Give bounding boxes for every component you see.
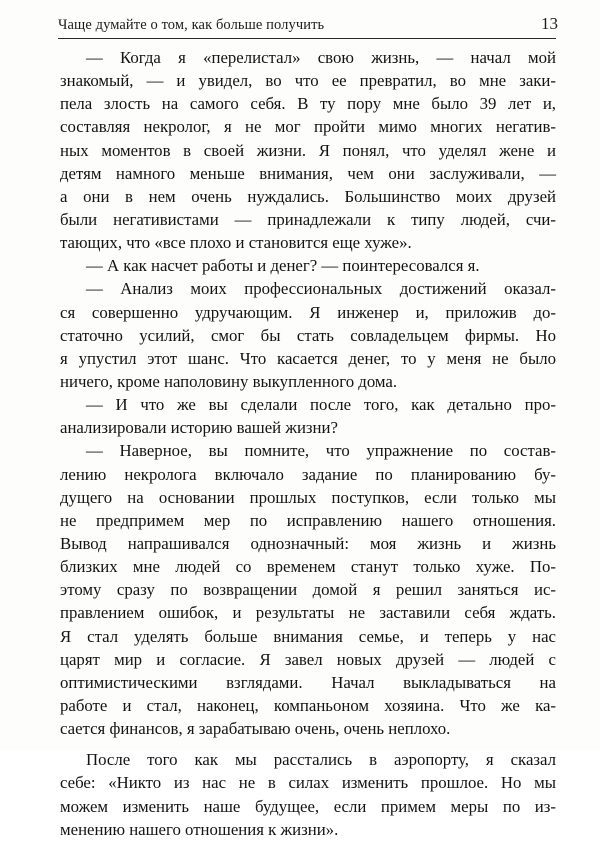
text-line: тающих, что «все плохо и становится еще хуже». xyxy=(60,233,412,253)
text-line: царят мир и согласие. Я завел новых друзей — людей с xyxy=(60,649,556,669)
text-line: — Когда я «перелистал» свою жизнь, — начал мой xyxy=(86,48,556,67)
text-line: ных моментов в своей жизни. Я понял, что уделял жене и xyxy=(60,140,556,160)
paragraph-gap xyxy=(60,740,556,748)
paragraph xyxy=(60,748,556,841)
paragraph xyxy=(60,439,556,740)
paragraph xyxy=(60,254,556,277)
text-line: Вывод напрашивался однозначный: моя жизнь и жизнь xyxy=(60,533,556,553)
text-line: правлением ошибок, и результаты не заставили себя ждать. xyxy=(60,603,556,623)
text-line: статочно усилий, смог бы стать совладельцем фирмы. Но xyxy=(60,325,556,345)
text-line: сается финансов, я зарабатываю очень, очень неплохо. xyxy=(60,719,451,739)
text-line: ничего, кроме наполовину выкупленного дома. xyxy=(60,371,398,391)
text-line: составляя некролог, я не мог пройти мимо многих негатив- xyxy=(60,117,556,137)
body-text xyxy=(60,46,556,841)
text-line: близких мне людей со временем станут только хуже. По- xyxy=(60,557,556,577)
text-line: я упустил этот шанс. Что касается денег, то у меня не было xyxy=(60,348,556,368)
text-line: можем изменить наше будущее, если примем меры по из- xyxy=(60,796,556,816)
text-line: были негативистами — принадлежали к типу людей, счи- xyxy=(60,209,556,229)
text-line: оптимистическими взглядами. Начал выкладываться на xyxy=(60,672,556,692)
text-line: этому сразу по возвращении домой я решил заняться ис- xyxy=(60,580,556,600)
text-line: пела злость на самого себя. В ту пору мне было 39 лет и, xyxy=(60,94,556,114)
paragraph xyxy=(60,46,556,254)
text-line: знакомый, — и увидел, во что ее превратил, во мне заки- xyxy=(60,71,556,91)
text-line: менению нашего отношения к жизни». xyxy=(60,819,339,839)
text-line: После того как мы расстались в аэропорту, я сказал xyxy=(86,750,556,770)
text-line: дущего на основании прошлых поступков, если только мы xyxy=(60,487,556,507)
text-line: лению некролога включало задание по планированию бу- xyxy=(60,464,556,484)
text-line: — И что же вы сделали после того, как детально про- xyxy=(86,395,556,415)
text-line: Я стал уделять больше внимания семье, и теперь у нас xyxy=(60,626,556,646)
page-number: 13 xyxy=(541,14,558,33)
text-line: — Анализ моих профессиональных достижений оказал- xyxy=(86,279,556,299)
text-line: не предпримем мер по исправлению нашего отношения. xyxy=(60,510,556,530)
running-header xyxy=(58,14,558,36)
text-line: детям намного меньше внимания, чем они заслуживали, — xyxy=(60,163,556,183)
text-line: работе и стал, наконец, компаньоном хозяина. Что же ка- xyxy=(60,695,556,715)
text-line: себе: «Никто из нас не в силах изменить прошлое. Но мы xyxy=(60,773,556,793)
paragraph xyxy=(60,277,556,393)
text-line: ся совершенно удручающим. Я инженер и, приложив до- xyxy=(60,302,556,322)
paragraph xyxy=(60,393,556,439)
header-rule xyxy=(58,38,556,39)
text-line: — А как насчет работы и денег? — поинтересовался я. xyxy=(86,256,480,276)
text-line: а они в нем очень нуждались. Большинство моих друзей xyxy=(60,186,556,206)
text-line: — Наверное, вы помните, что упражнение по состав- xyxy=(86,441,556,461)
text-line: анализировали историю вашей жизни? xyxy=(60,418,338,438)
chapter-title: Чаще думайте о том, как больше получить xyxy=(58,17,325,33)
